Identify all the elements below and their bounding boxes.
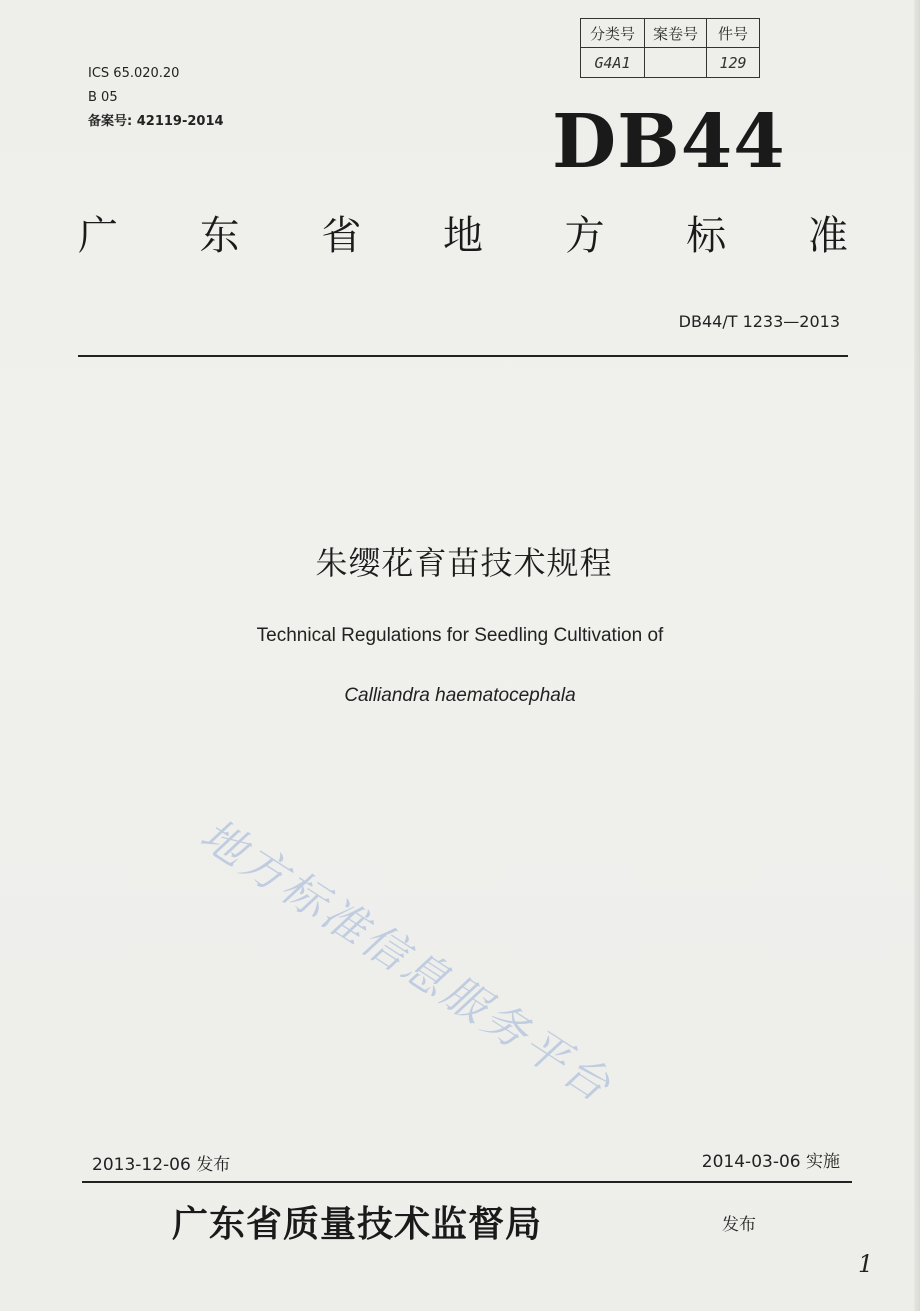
page-edge [914, 0, 920, 1311]
publisher-suffix: 发布 [722, 1215, 756, 1235]
stamp-value-file [645, 48, 707, 77]
record-number: 备案号: 42119-2014 [88, 114, 224, 129]
stamp-header-item: 件号 [707, 19, 759, 48]
publisher-name: 广东省质量技术监督局 [172, 1203, 543, 1245]
heading-char: 标 [686, 212, 727, 259]
heading-char: 地 [442, 212, 483, 259]
classification-code: B 05 [88, 90, 118, 105]
heading-char: 东 [199, 212, 240, 259]
stamp-value-item: 129 [719, 53, 747, 72]
stamp-header-classification: 分类号 [581, 19, 645, 48]
archive-stamp-table [580, 18, 760, 78]
title-english: Technical Regulations for Seedling Cultivation of [256, 625, 664, 646]
watermark-text: 地方标准信息服务平台 [191, 809, 622, 1114]
standard-type-heading [78, 204, 848, 260]
standard-number: DB44/T 1233—2013 [678, 312, 840, 331]
bottom-divider [82, 1181, 852, 1183]
db44-logo: DB44 [552, 99, 786, 185]
issue-date: 2013-12-06 发布 [92, 1155, 231, 1175]
page-number: 1 [858, 1250, 874, 1278]
heading-char: 准 [807, 212, 848, 259]
title-species-name: Calliandra haematocephala [344, 685, 576, 706]
stamp-value-classification: G4A1 [581, 48, 645, 77]
heading-char: 省 [321, 212, 362, 259]
heading-char: 广 [78, 212, 118, 259]
heading-char: 方 [564, 212, 605, 259]
stamp-header-file: 案卷号 [645, 19, 707, 48]
ics-code: ICS 65.020.20 [88, 66, 180, 81]
top-divider [78, 355, 848, 357]
implementation-date: 2014-03-06 实施 [701, 1152, 840, 1172]
title-chinese: 朱缨花育苗技术规程 [315, 544, 613, 582]
